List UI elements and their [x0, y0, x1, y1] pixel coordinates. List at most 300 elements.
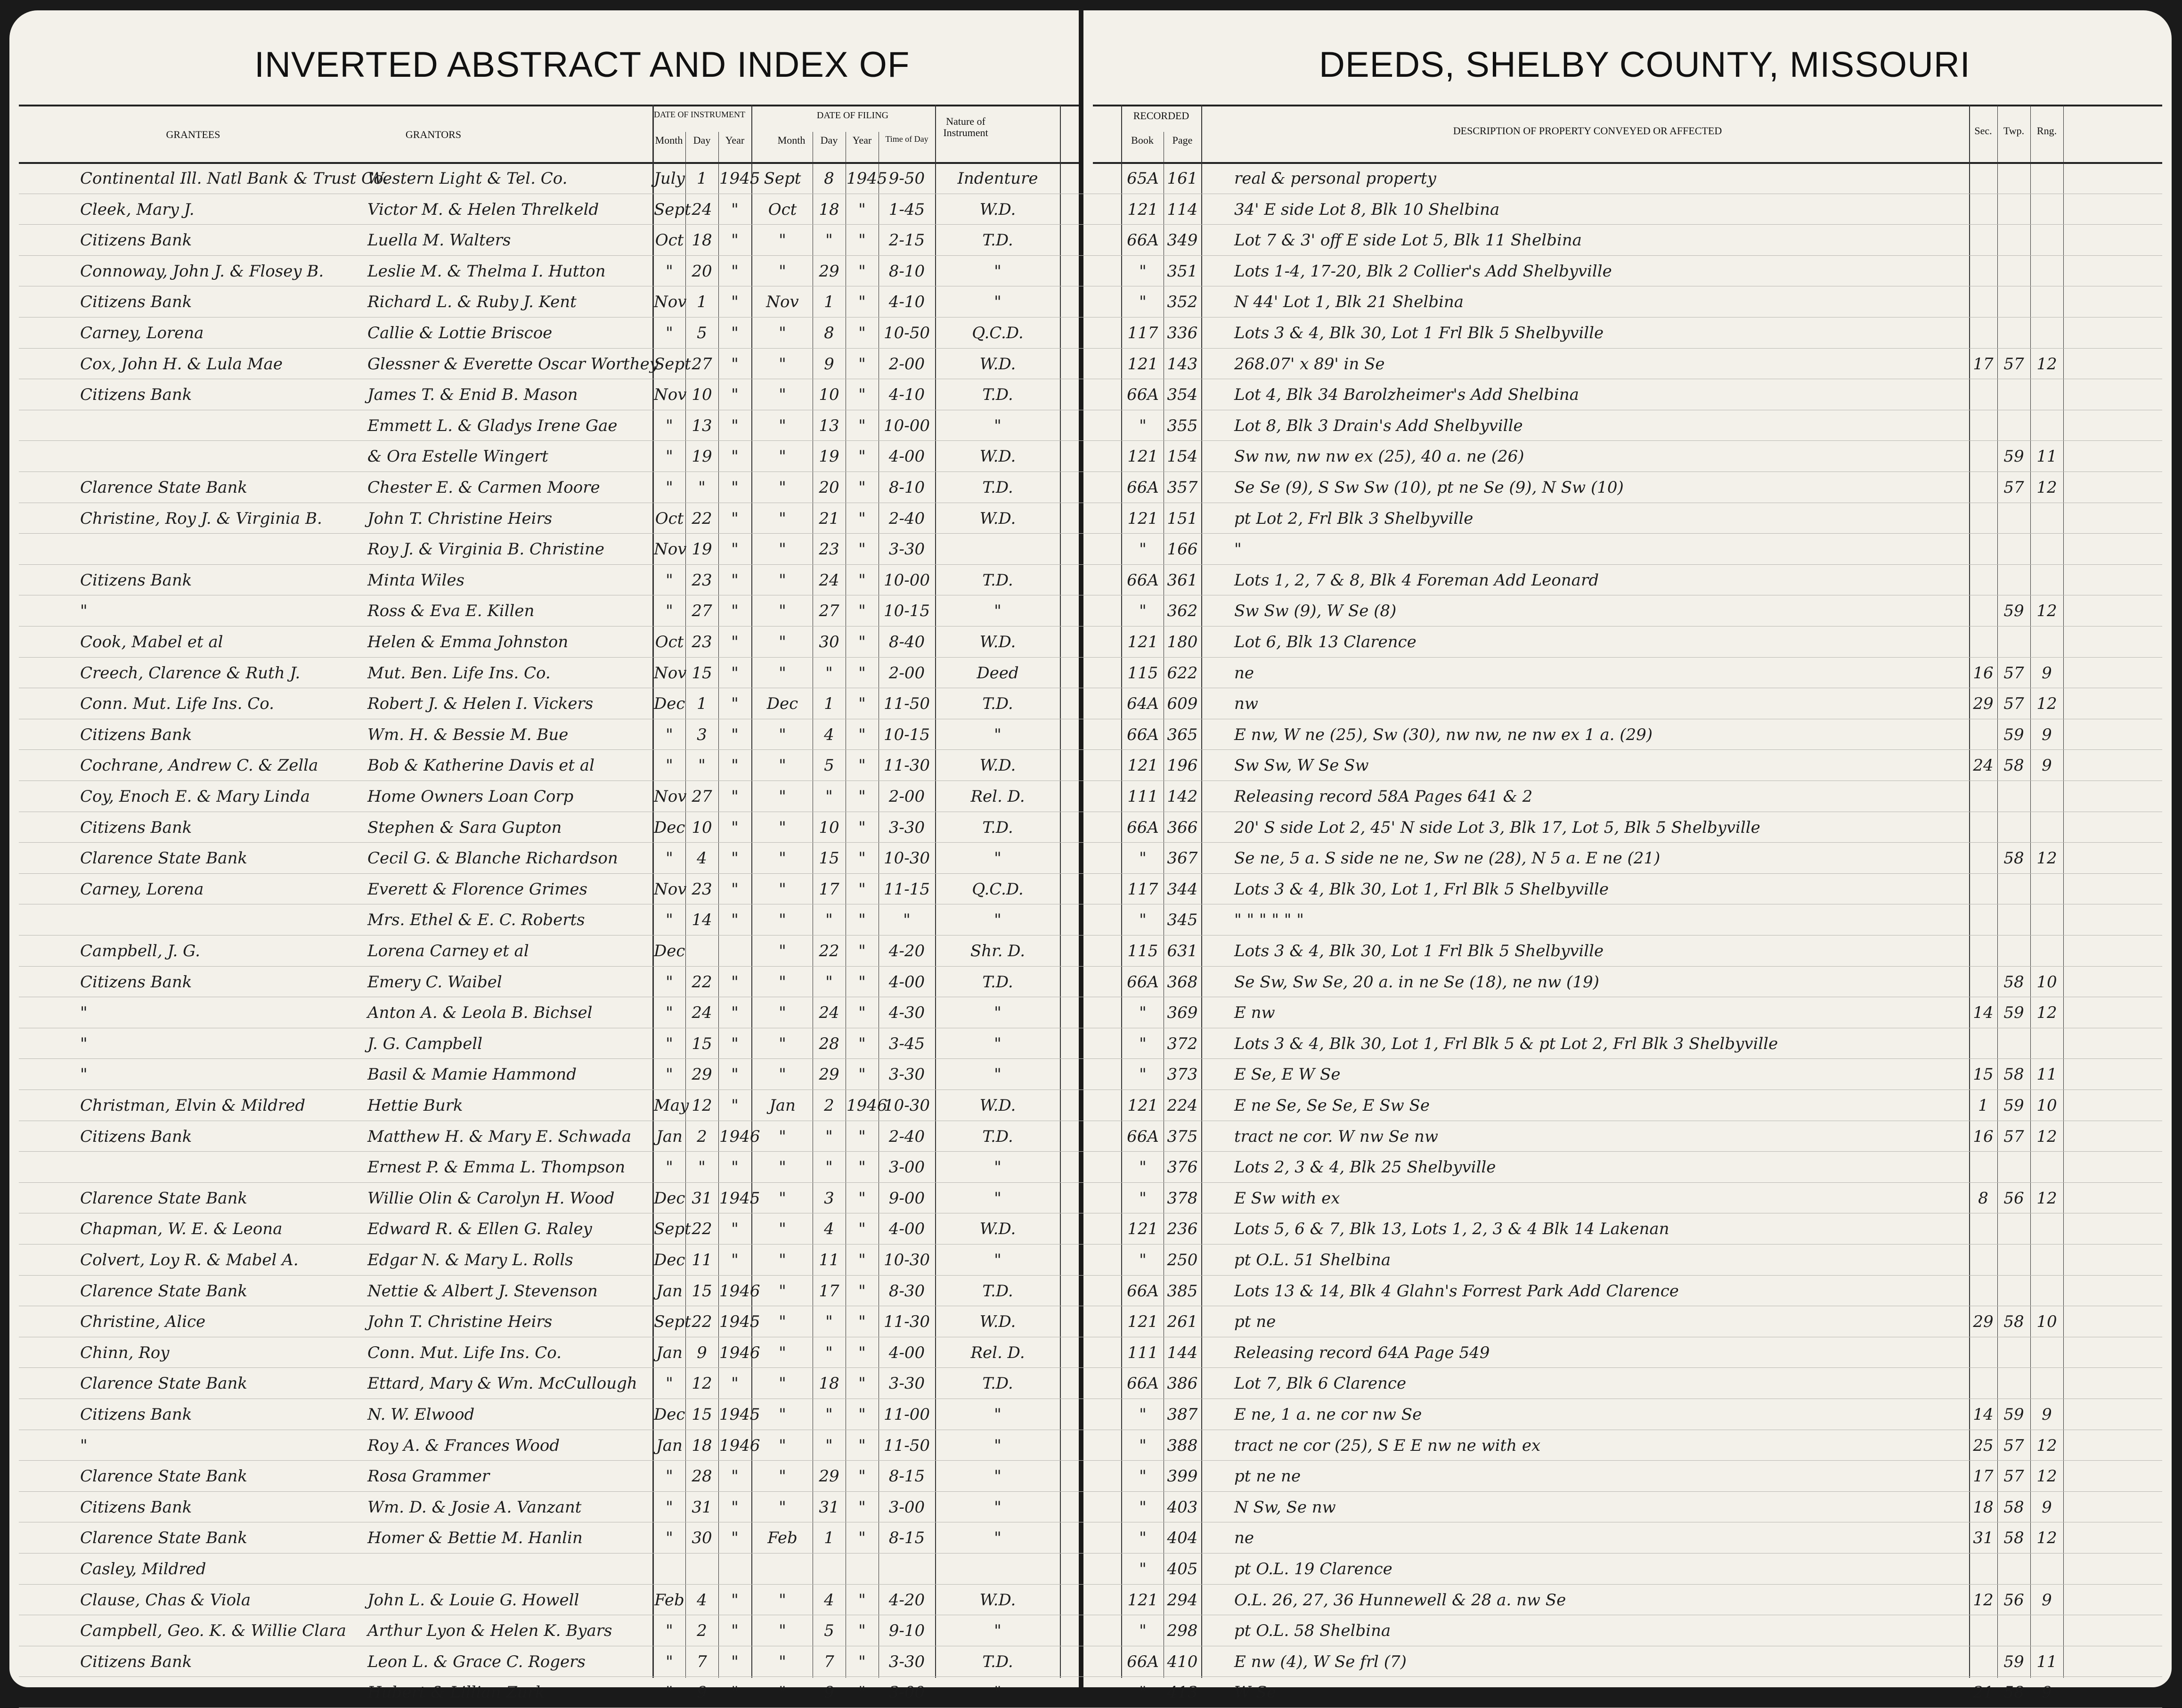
- grantee-cell: Cleek, Mary J.: [80, 200, 195, 219]
- instrument-year-cell: ": [731, 447, 739, 466]
- book-cell: 66A: [1127, 725, 1159, 744]
- filing-day-cell: 1: [824, 293, 834, 312]
- nature-cell: T.D.: [982, 570, 1013, 590]
- book-cell: 121: [1127, 1590, 1158, 1610]
- book-cell: ": [1139, 1683, 1147, 1702]
- grantee-cell: Clarence State Bank: [80, 1467, 247, 1486]
- instrument-month-cell: ": [666, 756, 673, 775]
- ledger-row: [19, 1028, 2162, 1059]
- time-of-day-cell: 3-30: [888, 1652, 925, 1671]
- instrument-year-cell: 1945: [719, 1312, 760, 1332]
- description-cell: Lots 3 & 4, Blk 30, Lot 1, Frl Blk 5 & pt Lot 2, Frl Blk 3 Shelbyville: [1234, 1034, 1778, 1053]
- book-cell: ": [1139, 602, 1147, 621]
- description-cell: Se ne, 5 a. S side ne ne, Sw ne (28), N 5 a. E ne (21): [1234, 849, 1661, 868]
- book-cell: ": [1139, 1065, 1147, 1084]
- sec-cell: 16: [1973, 1127, 1994, 1146]
- page-cell: 161: [1167, 169, 1198, 188]
- nature-cell: T.D.: [982, 1652, 1013, 1671]
- grantor-cell: J. G. Campbell: [367, 1034, 483, 1053]
- time-of-day-cell: 4-30: [888, 1003, 925, 1023]
- grantor-cell: Stephen & Sara Gupton: [367, 818, 562, 837]
- instrument-month-cell: Sept: [654, 1220, 691, 1239]
- grantee-cell: Citizens Bank: [80, 1652, 192, 1671]
- time-of-day-cell: 11-50: [883, 694, 930, 714]
- twp-cell: 58: [2003, 1529, 2024, 1548]
- time-of-day-cell: 4-00: [888, 972, 925, 992]
- instrument-year-cell: ": [731, 1065, 739, 1084]
- grantor-cell: John T. Christine Heirs: [367, 509, 553, 528]
- grantor-cell: Wm. D. & Josie A. Vanzant: [367, 1497, 582, 1517]
- filing-month-cell: ": [779, 1405, 786, 1424]
- twp-cell: 59: [2003, 1003, 2024, 1023]
- nature-cell: Shr. D.: [970, 942, 1026, 960]
- grantor-cell: John T. Christine Heirs: [367, 1312, 553, 1332]
- page-cell: 413: [1167, 1683, 1198, 1702]
- filing-year-cell: 1945: [847, 169, 887, 188]
- nature-cell: ": [994, 602, 1001, 621]
- grantor-cell: Homer & Bettie M. Hanlin: [367, 1529, 583, 1548]
- time-of-day-cell: 11-50: [883, 1436, 930, 1455]
- filing-day-cell: ": [825, 231, 833, 250]
- page-cell: 403: [1167, 1497, 1198, 1517]
- filing-year-cell: ": [858, 1343, 866, 1362]
- grantor-cell: Home Owners Loan Corp: [367, 787, 574, 806]
- instrument-month-cell: ": [666, 447, 673, 466]
- book-cell: ": [1139, 1188, 1147, 1208]
- grantee-cell: Clause, Chas & Viola: [80, 1590, 251, 1610]
- filing-day-cell: 22: [819, 942, 839, 960]
- grantor-cell: Willie Olin & Carolyn H. Wood: [367, 1188, 615, 1208]
- instrument-day-cell: 23: [692, 570, 712, 590]
- page-cell: 355: [1167, 416, 1198, 435]
- instrument-month-cell: ": [666, 602, 673, 621]
- instrument-year-cell: ": [731, 818, 739, 837]
- book-cell: ": [1139, 540, 1147, 559]
- filing-year-cell: ": [858, 416, 866, 435]
- instrument-month-cell: Nov: [654, 385, 687, 405]
- time-of-day-cell: 4-00: [888, 447, 925, 466]
- twp-cell: 59: [2003, 725, 2024, 744]
- filing-month-cell: ": [779, 1590, 786, 1610]
- grantor-cell: Matthew H. & Mary E. Schwada: [367, 1127, 632, 1146]
- instrument-year-cell: ": [731, 1529, 739, 1548]
- time-of-day-cell: 2-40: [888, 509, 925, 528]
- instrument-year-cell: ": [731, 354, 739, 374]
- grantor-cell: Western Light & Tel. Co.: [367, 169, 568, 188]
- description-cell: Lot 8, Blk 3 Drain's Add Shelbyville: [1234, 416, 1523, 435]
- description-cell: Lots 3 & 4, Blk 30, Lot 1, Frl Blk 5 Shelbyville: [1234, 879, 1609, 899]
- description-cell: pt ne: [1234, 1312, 1276, 1332]
- filing-month-cell: ": [779, 1436, 786, 1455]
- time-of-day-cell: 3-30: [888, 540, 925, 559]
- grantor-cell: Ettard, Mary & Wm. McCullough: [367, 1374, 637, 1393]
- book-cell: 66A: [1127, 385, 1159, 405]
- description-cell: ": [1234, 540, 1242, 559]
- description-cell: Lot 4, Blk 34 Barolzheimer's Add Shelbina: [1234, 385, 1579, 405]
- sec-cell: 17: [1973, 354, 1994, 374]
- instrument-year-cell: ": [731, 849, 739, 868]
- time-of-day-cell: 9-10: [888, 1621, 925, 1641]
- ledger-row: [19, 1430, 2162, 1461]
- page-cell: 114: [1167, 200, 1198, 219]
- instrument-day-cell: 10: [692, 385, 712, 405]
- ledger-row: [19, 842, 2162, 874]
- instrument-month-cell: ": [666, 911, 673, 930]
- instrument-month-cell: Nov: [654, 540, 687, 559]
- grantee-cell: Cox, John H. & Lula Mae: [80, 354, 283, 374]
- twp-cell: 59: [2003, 1096, 2024, 1115]
- description-cell: E Sw with ex: [1234, 1188, 1340, 1208]
- filing-year-cell: ": [858, 385, 866, 405]
- grantee-cell: Campbell, J. G.: [80, 942, 200, 960]
- time-of-day-cell: 10-00: [883, 416, 930, 435]
- instrument-month-cell: Dec: [654, 942, 685, 960]
- filing-year-cell: ": [858, 911, 866, 930]
- time-of-day-cell: 3-30: [888, 1065, 925, 1084]
- grantee-cell: Citizens Bank: [80, 1497, 192, 1517]
- twp-cell: 58: [2003, 1683, 2024, 1702]
- twp-header: Twp.: [2003, 125, 2025, 137]
- filing-month-cell: Oct: [768, 200, 797, 219]
- ledger-row: [19, 1584, 2162, 1616]
- filing-year-cell: ": [858, 1034, 866, 1053]
- filing-day-cell: 23: [819, 540, 839, 559]
- filing-month-cell: ": [779, 1281, 786, 1301]
- nature-cell: ": [994, 1034, 1001, 1053]
- instrument-day-cell: ": [698, 478, 706, 497]
- rng-cell: 12: [2036, 849, 2057, 868]
- instrument-day-cell: 27: [692, 787, 712, 806]
- page-cell: 142: [1167, 787, 1198, 806]
- instrument-month-cell: ": [666, 849, 673, 868]
- filing-month-cell: ": [779, 1497, 786, 1517]
- time-of-day-cell: 10-30: [883, 849, 930, 868]
- nature-cell: T.D.: [982, 972, 1013, 992]
- description-cell: E nw, W ne (25), Sw (30), nw nw, ne nw ex 1 a. (29): [1234, 725, 1653, 744]
- filing-day-cell: ": [825, 1312, 833, 1332]
- time-of-day-cell: 2-15: [888, 231, 925, 250]
- twp-cell: 58: [2003, 849, 2024, 868]
- book-cell: ": [1139, 1158, 1147, 1177]
- grantee-cell: ": [80, 1034, 88, 1053]
- instrument-day-cell: 11: [692, 1251, 712, 1269]
- grantee-cell: Citizens Bank: [80, 231, 192, 250]
- twp-cell: 59: [2003, 1652, 2024, 1671]
- grantee-cell: Clarence State Bank: [80, 1188, 247, 1208]
- time-of-day-cell: 10-30: [883, 1251, 930, 1269]
- instrument-month-cell: Dec: [654, 818, 685, 837]
- description-cell: Sw Sw, W Se Sw: [1234, 756, 1369, 775]
- ledger-row: [19, 1244, 2162, 1276]
- instrument-month-header: Month: [655, 134, 683, 146]
- twp-cell: 57: [2003, 1467, 2024, 1486]
- grantor-cell: Helen & Emma Johnston: [367, 633, 569, 651]
- grantor-cell: James T. & Enid B. Mason: [367, 385, 578, 405]
- filing-month-cell: ": [779, 663, 786, 683]
- grantee-cell: Clarence State Bank: [80, 1281, 247, 1301]
- instrument-year-cell: ": [731, 1374, 739, 1393]
- description-cell: Lot 7 & 3' off E side Lot 5, Blk 11 Shelbina: [1234, 231, 1582, 250]
- filing-day-cell: 27: [819, 602, 839, 621]
- filing-year-cell: ": [858, 879, 866, 899]
- instrument-day-cell: 10: [692, 818, 712, 837]
- page-cell: 351: [1167, 261, 1198, 281]
- instrument-month-cell: ": [666, 972, 673, 992]
- book-header: Book: [1131, 134, 1154, 146]
- ledger-row: [19, 1460, 2162, 1492]
- instrument-month-cell: Sept: [654, 200, 691, 219]
- page-cell: 631: [1167, 942, 1198, 960]
- ledger-row: [19, 997, 2162, 1028]
- ledger-row: [19, 163, 2162, 194]
- grantor-cell: Callie & Lottie Briscoe: [367, 324, 553, 342]
- ledger-row: [19, 440, 2162, 472]
- instrument-year-cell: ": [731, 879, 739, 899]
- page-cell: 236: [1167, 1220, 1198, 1239]
- grantor-cell: Bob & Katherine Davis et al: [367, 756, 595, 775]
- page-cell: 354: [1167, 385, 1198, 405]
- book-cell: 115: [1127, 663, 1158, 683]
- grantor-cell: Chester E. & Carmen Moore: [367, 478, 600, 497]
- ledger-row: [19, 595, 2162, 626]
- page-cell: 368: [1167, 972, 1198, 992]
- instrument-day-cell: 2: [697, 1127, 707, 1146]
- ledger-row: [19, 286, 2162, 317]
- filing-year-cell: ": [858, 1683, 866, 1702]
- page-cell: 345: [1167, 911, 1198, 930]
- description-cell: tract ne cor (25), S E E nw ne with ex: [1234, 1436, 1541, 1455]
- instrument-day-header: Day: [693, 134, 711, 146]
- time-of-day-cell: 2-40: [888, 1127, 925, 1146]
- book-cell: 66A: [1127, 1652, 1159, 1671]
- filing-year-cell: ": [858, 354, 866, 374]
- instrument-day-cell: 13: [692, 416, 712, 435]
- description-cell: Releasing record 64A Page 549: [1234, 1343, 1490, 1362]
- filing-year-cell: ": [858, 663, 866, 683]
- filing-year-cell: ": [858, 725, 866, 744]
- page-cell: 366: [1167, 818, 1198, 837]
- ledger-row: [19, 1522, 2162, 1553]
- page-cell: 143: [1167, 354, 1198, 374]
- rng-cell: 9: [2042, 663, 2052, 683]
- instrument-month-cell: Jan: [656, 1281, 683, 1301]
- filing-day-cell: 29: [819, 1065, 839, 1084]
- page-cell: 609: [1167, 694, 1198, 714]
- book-cell: 66A: [1127, 1374, 1159, 1393]
- sec-cell: 8: [1978, 1188, 1988, 1208]
- instrument-day-cell: 19: [692, 540, 712, 559]
- grantee-cell: ": [80, 1003, 88, 1023]
- filing-year-cell: ": [858, 1652, 866, 1671]
- instrument-month-cell: ": [666, 1467, 673, 1486]
- ledger-row: [19, 657, 2162, 689]
- filing-month-cell: ": [779, 911, 786, 930]
- twp-cell: 59: [2003, 602, 2024, 621]
- filing-year-cell: ": [858, 1467, 866, 1486]
- filing-month-header: Month: [777, 134, 806, 146]
- description-header: DESCRIPTION OF PROPERTY CONVEYED OR AFFECTED: [1453, 125, 1722, 137]
- instrument-month-cell: ": [666, 1034, 673, 1053]
- page-cell: 224: [1167, 1096, 1198, 1115]
- ledger-row: [19, 1676, 2162, 1708]
- grantees-header: GRANTEES: [166, 129, 220, 140]
- instrument-year-cell: ": [731, 1683, 739, 1702]
- filing-month-cell: ": [779, 1251, 786, 1269]
- book-cell: ": [1139, 1560, 1147, 1578]
- filing-month-cell: ": [779, 602, 786, 621]
- twp-cell: 57: [2003, 663, 2024, 683]
- grantor-cell: Hubert & Lillian Zurk: [367, 1683, 545, 1702]
- description-cell: Se Sw, Sw Se, 20 a. in ne Se (18), ne nw (19): [1234, 972, 1599, 992]
- nature-cell: ": [994, 1158, 1001, 1177]
- rng-cell: 9: [2042, 1683, 2052, 1702]
- date-of-instrument-header: DATE OF INSTRUMENT: [653, 110, 745, 119]
- instrument-month-cell: ": [666, 1003, 673, 1023]
- grantor-cell: Roy J. & Virginia B. Christine: [367, 540, 604, 559]
- instrument-year-cell: 1945: [719, 169, 760, 188]
- book-cell: ": [1139, 1034, 1147, 1053]
- nature-cell: T.D.: [982, 478, 1013, 497]
- time-of-day-cell: 10-15: [883, 602, 930, 621]
- time-of-day-cell: 3-00: [888, 1158, 925, 1177]
- book-cell: ": [1139, 1003, 1147, 1023]
- grantee-cell: ": [80, 1436, 88, 1455]
- grantee-cell: Chinn, Roy: [80, 1343, 170, 1362]
- book-cell: 121: [1127, 1220, 1158, 1239]
- grantor-cell: Glessner & Everette Oscar Worthey: [367, 354, 659, 374]
- instrument-day-cell: 24: [692, 200, 712, 219]
- rng-cell: 12: [2036, 354, 2057, 374]
- left-column-header: [19, 105, 1079, 164]
- sec-header: Sec.: [1974, 125, 1992, 137]
- filing-year-cell: ": [858, 849, 866, 868]
- page-cell: 336: [1167, 324, 1198, 342]
- time-of-day-cell: 11-30: [883, 756, 930, 775]
- nature-cell: ": [994, 725, 1001, 744]
- book-cell: 121: [1127, 1096, 1158, 1115]
- instrument-month-cell: ": [666, 1158, 673, 1177]
- filing-day-cell: 24: [819, 1003, 839, 1023]
- filing-month-cell: ": [779, 1683, 786, 1702]
- nature-of-instrument-header: Nature of Instrument: [943, 115, 988, 139]
- book-cell: 64A: [1127, 694, 1159, 714]
- book-cell: ": [1139, 1405, 1147, 1424]
- filing-year-cell: ": [858, 1621, 866, 1641]
- instrument-month-cell: Dec: [654, 1188, 685, 1208]
- instrument-year-cell: ": [731, 1467, 739, 1486]
- time-of-day-cell: 9-00: [888, 1188, 925, 1208]
- instrument-day-cell: 9: [697, 1343, 707, 1362]
- grantee-cell: Casley, Mildred: [80, 1560, 206, 1578]
- instrument-month-cell: Jan: [656, 1127, 683, 1146]
- filing-year-cell: ": [858, 633, 866, 651]
- book-cell: 115: [1127, 942, 1158, 960]
- page-header: Page: [1172, 134, 1193, 146]
- page-cell: 373: [1167, 1065, 1198, 1084]
- filing-day-cell: 9: [824, 1683, 834, 1702]
- filing-year-cell: ": [858, 694, 866, 714]
- instrument-month-cell: July: [654, 169, 685, 188]
- nature-cell: ": [994, 1003, 1001, 1023]
- book-cell: ": [1139, 1497, 1147, 1517]
- instrument-day-cell: 14: [692, 911, 712, 930]
- page-cell: 357: [1167, 478, 1198, 497]
- instrument-month-cell: ": [666, 1374, 673, 1393]
- time-of-day-cell: 11-15: [883, 879, 930, 899]
- description-cell: E nw (4), W Se frl (7): [1234, 1652, 1407, 1671]
- grantor-cell: Wm. H. & Bessie M. Bue: [367, 725, 569, 744]
- grantee-cell: Clarence State Bank: [80, 1529, 247, 1548]
- grantee-cell: Citizens Bank: [80, 293, 192, 312]
- ledger-row: [19, 1367, 2162, 1399]
- description-cell: N 44' Lot 1, Blk 21 Shelbina: [1234, 293, 1464, 312]
- filing-day-cell: 1: [824, 1529, 834, 1548]
- filing-month-cell: ": [779, 354, 786, 374]
- filing-year-cell: ": [858, 1251, 866, 1269]
- ledger-row: [19, 749, 2162, 781]
- filing-year-cell: ": [858, 1590, 866, 1610]
- instrument-year-header: Year: [725, 134, 745, 146]
- time-of-day-cell: ": [903, 911, 911, 930]
- book-cell: 121: [1127, 354, 1158, 374]
- instrument-month-cell: ": [666, 1683, 673, 1702]
- filing-day-cell: 1: [824, 694, 834, 714]
- instrument-month-cell: ": [666, 261, 673, 281]
- nature-cell: T.D.: [982, 1127, 1013, 1146]
- nature-cell: Deed: [977, 663, 1019, 683]
- instrument-year-cell: 1946: [719, 1281, 760, 1301]
- description-cell: Lots 5, 6 & 7, Blk 13, Lots 1, 2, 3 & 4 Blk 14 Lakenan: [1234, 1220, 1669, 1239]
- instrument-day-cell: 22: [692, 1312, 712, 1332]
- twp-cell: 57: [2003, 354, 2024, 374]
- filing-day-cell: 19: [819, 447, 839, 466]
- instrument-day-cell: 4: [697, 1590, 707, 1610]
- filing-month-cell: ": [779, 1374, 786, 1393]
- instrument-day-cell: 1: [697, 169, 707, 188]
- filing-month-cell: Nov: [766, 293, 799, 312]
- grantor-cell: Victor M. & Helen Threlkeld: [367, 200, 599, 219]
- grantor-cell: Mrs. Ethel & E. C. Roberts: [367, 911, 585, 930]
- filing-year-cell: ": [858, 293, 866, 312]
- page-cell: 387: [1167, 1405, 1198, 1424]
- grantee-cell: Cochrane, Andrew C. & Zella: [80, 756, 318, 775]
- twp-cell: 57: [2003, 478, 2024, 497]
- nature-cell: ": [994, 1251, 1001, 1269]
- time-of-day-cell: 4-20: [888, 1590, 925, 1610]
- page-cell: 151: [1167, 509, 1198, 528]
- instrument-day-cell: 30: [692, 1529, 712, 1548]
- time-of-day-cell: 11-00: [883, 1405, 930, 1424]
- instrument-month-cell: ": [666, 1529, 673, 1548]
- filing-month-cell: ": [779, 1158, 786, 1177]
- twp-cell: 57: [2003, 1127, 2024, 1146]
- instrument-year-cell: ": [731, 663, 739, 683]
- description-cell: pt O.L. 58 Shelbina: [1234, 1621, 1391, 1641]
- time-of-day-cell: 4-20: [888, 942, 925, 960]
- ledger-row: [19, 255, 2162, 287]
- book-cell: ": [1139, 911, 1147, 930]
- filing-month-cell: ": [779, 1003, 786, 1023]
- book-cell: 111: [1127, 1343, 1158, 1362]
- instrument-day-cell: ": [698, 1158, 706, 1177]
- page-cell: 367: [1167, 849, 1198, 868]
- book-cell: 66A: [1127, 478, 1159, 497]
- rng-cell: 12: [2036, 1467, 2057, 1486]
- filing-month-cell: ": [779, 478, 786, 497]
- instrument-month-cell: Oct: [655, 231, 684, 250]
- filing-year-cell: ": [858, 1497, 866, 1517]
- instrument-month-cell: May: [654, 1096, 689, 1115]
